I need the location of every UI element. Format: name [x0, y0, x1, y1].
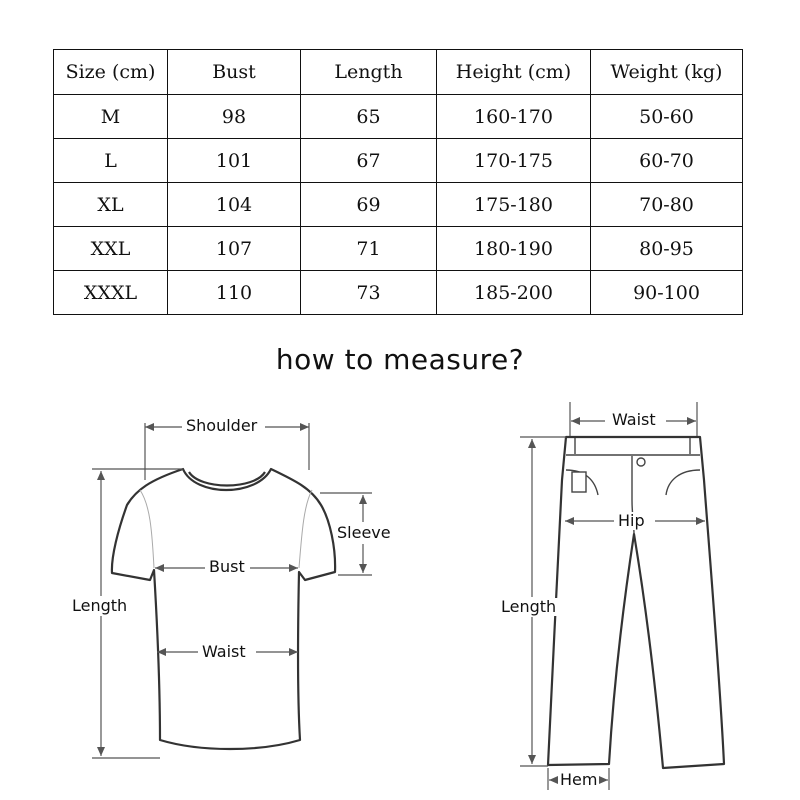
cell-length: 65 [301, 95, 437, 139]
header-bust: Bust [168, 50, 301, 95]
cell-weight: 50-60 [591, 95, 743, 139]
shirt-sleeve-label: Sleeve [337, 523, 391, 542]
shirt-bust-label: Bust [209, 557, 245, 576]
header-size: Size (cm) [54, 50, 168, 95]
cell-bust: 104 [168, 183, 301, 227]
cell-height: 170-175 [437, 139, 591, 183]
cell-size: XXL [54, 227, 168, 271]
cell-weight: 90-100 [591, 271, 743, 315]
cell-length: 71 [301, 227, 437, 271]
header-height: Height (cm) [437, 50, 591, 95]
header-weight: Weight (kg) [591, 50, 743, 95]
cell-weight: 70-80 [591, 183, 743, 227]
cell-height: 180-190 [437, 227, 591, 271]
header-length: Length [301, 50, 437, 95]
cell-height: 185-200 [437, 271, 591, 315]
cell-height: 160-170 [437, 95, 591, 139]
cell-bust: 101 [168, 139, 301, 183]
cell-size: XXXL [54, 271, 168, 315]
cell-length: 73 [301, 271, 437, 315]
shirt-shoulder-label: Shoulder [186, 416, 258, 435]
cell-bust: 98 [168, 95, 301, 139]
button-icon [637, 458, 645, 466]
cell-length: 69 [301, 183, 437, 227]
shirt-waist-label: Waist [202, 642, 246, 661]
pants-length-label: Length [501, 597, 557, 616]
coin-pocket [572, 472, 586, 492]
cell-bust: 110 [168, 271, 301, 315]
pants-hem-label: Hem [560, 770, 598, 789]
how-to-measure-title: how to measure? [275, 343, 525, 376]
cell-length: 67 [301, 139, 437, 183]
cell-bust: 107 [168, 227, 301, 271]
cell-height: 175-180 [437, 183, 591, 227]
pants-hip-label: Hip [618, 511, 645, 530]
cell-weight: 60-70 [591, 139, 743, 183]
cell-size: L [54, 139, 168, 183]
cell-size: M [54, 95, 168, 139]
shirt-length-label: Length [72, 596, 128, 615]
cell-size: XL [54, 183, 168, 227]
pants-waist-label: Waist [612, 410, 656, 429]
cell-weight: 80-95 [591, 227, 743, 271]
